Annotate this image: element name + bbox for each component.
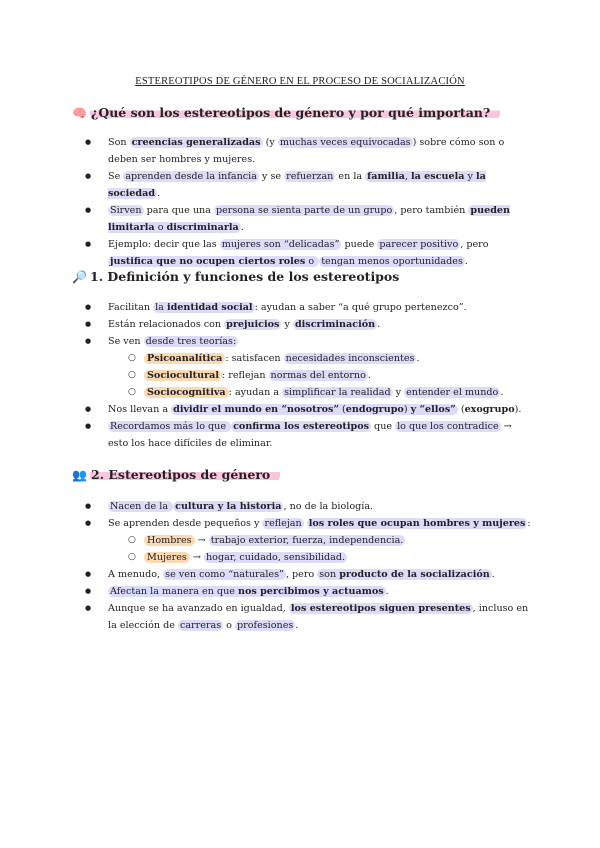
section-definition-functions bbox=[72, 268, 532, 452]
heading-text: ¿Qué son los estereotipos de género y por qué importan? bbox=[90, 105, 500, 120]
brain-icon: 🧠 bbox=[72, 106, 87, 120]
heading-text: 2. Estereotipos de género bbox=[90, 467, 280, 482]
list-item: ● Se aprenden desde pequeños y reflejan los roles que ocupan hombres y mujeres : ○ Hombres → trabajo exterior, fuerza, independencia. ○ Mujeres → hogar, cuidado, sensibilidad. bbox=[72, 515, 532, 566]
sub-list-item: ○ Sociocognitiva : ayudan a simplificar la realidad y entender el mundo . bbox=[108, 384, 532, 401]
section-heading bbox=[72, 268, 532, 286]
list-item: ● A menudo, se ven como “naturales” , pero son producto de la socialización . bbox=[72, 566, 532, 583]
sub-list-item: ○ Mujeres → hogar, cuidado, sensibilidad. bbox=[108, 549, 532, 566]
list-item: ● Nacen de la cultura y la historia , no de la biología. bbox=[72, 498, 532, 515]
list-item: ● Nos llevan a dividir el mundo en “nosotros” (endogrupo) y “ellos” (exogrupo). bbox=[72, 401, 532, 418]
magnifier-icon: 🔎 bbox=[72, 270, 87, 284]
list-item: ● Sirven para que una persona se sienta parte de un grupo , pero también pueden limitarla o discriminarla . bbox=[72, 202, 532, 236]
list-item: ● Facilitan la identidad social : ayudan a saber “a qué grupo pertenezco”. bbox=[72, 299, 532, 316]
section-gender-stereotypes bbox=[72, 466, 532, 634]
sub-list-item: ○ Psicoanalítica : satisfacen necesidades inconscientes . bbox=[108, 350, 532, 367]
section-what-are-stereotypes bbox=[72, 104, 532, 270]
list-item: ● Están relacionados con prejuicios y discriminación . bbox=[72, 316, 532, 333]
sub-list-item: ○ Sociocultural : reflejan normas del entorno . bbox=[108, 367, 532, 384]
list-item: ● Recordamos más lo que confirma los estereotipos que lo que los contradice → esto los hace difíciles de eliminar. bbox=[72, 418, 532, 452]
list-item: ● Se ven desde tres teorías: ○ Psicoanalítica : satisfacen necesidades inconscientes . ○ Sociocultural : reflejan normas del entorno . ○ Sociocognitiva : ayudan a simplificar la realidad y entender el mundo . bbox=[72, 333, 532, 401]
list-item: ● Ejemplo: decir que las mujeres son “delicadas” puede parecer positivo , pero justifica que no ocupen ciertos roles o tengan menos oportunidades . bbox=[72, 236, 532, 270]
list-item: ● Afectan la manera en que nos percibimos y actuamos . bbox=[72, 583, 532, 600]
sub-list-item: ○ Hombres → trabajo exterior, fuerza, independencia. bbox=[108, 532, 532, 549]
list-item: ● Aunque se ha avanzado en igualdad, los estereotipos siguen presentes , incluso en la elección de carreras o profesiones . bbox=[72, 600, 532, 634]
section-heading bbox=[72, 104, 532, 122]
list-item: ● Se aprenden desde la infancia y se refuerzan en la familia, la escuela y la sociedad . bbox=[72, 168, 532, 202]
people-icon: 👥 bbox=[72, 468, 87, 482]
heading-text: 1. Definición y funciones de los estereotipos bbox=[90, 269, 400, 284]
list-item: ● Son creencias generalizadas (y muchas veces equivocadas ) sobre cómo son o deben ser hombres y mujeres. bbox=[72, 134, 532, 168]
section-heading bbox=[72, 466, 532, 484]
document-title: ESTEREOTIPOS DE GÉNERO EN EL PROCESO DE SOCIALIZACIÓN bbox=[135, 76, 465, 87]
